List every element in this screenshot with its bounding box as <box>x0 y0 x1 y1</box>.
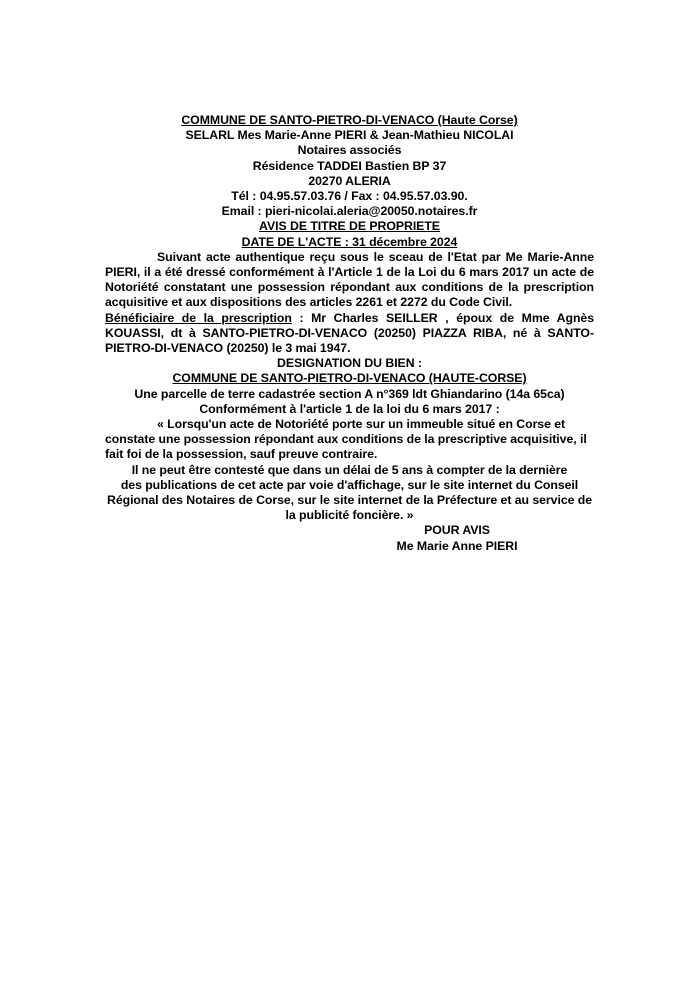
parcel-description: Une parcelle de terre cadastrée section A n°369 ldt Ghiandarino (14a 65ca) <box>134 386 565 401</box>
firm-phone-fax: Tél : 04.95.57.03.76 / Fax : 04.95.57.03.90. <box>231 189 468 204</box>
quote-line-1: « Lorsqu'un acte de Notoriété porte sur un immeuble situé en Corse et <box>157 417 566 432</box>
commune-title-text: COMMUNE DE SANTO-PIETRO-DI-VENACO (Haute Corse) <box>181 113 518 127</box>
quote-line-7: la publicité foncière. » <box>285 508 414 523</box>
quote-line-2: constate une possession répondant aux conditions de la prescriptive acquisitive, il <box>105 432 587 447</box>
firm-role: Notaires associés <box>297 143 402 158</box>
notice-title-text: AVIS DE TITRE DE PROPRIETE <box>259 219 440 234</box>
firm-address: Résidence TADDEI Bastien BP 37 <box>252 158 447 173</box>
firm-name: SELARL Mes Marie-Anne PIERI & Jean-Mathieu NICOLAI <box>185 128 514 143</box>
quote-line-3: fait foi de la possession, sauf preuve contraire. <box>105 447 378 462</box>
beneficiary-details: : Mr Charles SEILLER , époux de Mme Agnès KOUASSI, dt à SANTO-PIETRO-DI-VENACO (20250) PIAZZA RIBA, né à SANTO-PIETRO-DI-VENACO (20250) le 3 mai 1947. <box>105 310 598 356</box>
firm-postal-city: 20270 ALERIA <box>308 173 391 188</box>
paragraph-beneficiaire <box>105 310 598 357</box>
designation-commune-text: COMMUNE DE SANTO-PIETRO-DI-VENACO (HAUTE-CORSE) <box>172 371 527 386</box>
quote-line-4: Il ne peut être contesté que dans un délai de 5 ans à compter de la dernière <box>131 462 568 477</box>
paragraph-acte-authentique: Suivant acte authentique reçu sous le sceau de l'Etat par Me Marie-Anne PIERI, il a été dressé conformément à l'Article 1 de la Loi du 6 mars 2017 un acte de Notoriété constatant une possession répondant aux conditions de la prescription acquisitive et aux dispositions des articles 2261 et 2272 du Code Civil. <box>105 249 598 310</box>
conformity-reference: Conformément à l'article 1 de la loi du 6 mars 2017 : <box>199 401 500 416</box>
designation-commune-heading <box>105 371 594 386</box>
designation-title: DESIGNATION DU BIEN : <box>277 356 422 371</box>
firm-email: Email : pieri-nicolai.aleria@20050.notaires.fr <box>221 204 478 219</box>
signature-notary-name: Me Marie Anne PIERI <box>396 538 518 553</box>
notice-title-heading <box>105 219 594 234</box>
quote-line-6: Régional des Notaires de Corse, sur le site internet de la Préfecture et au service de <box>106 493 593 508</box>
commune-title-heading <box>105 113 594 128</box>
quote-line-5: des publications de cet acte par voie d'affichage, sur le site internet du Conseil <box>120 477 579 492</box>
signature-pour-avis: POUR AVIS <box>424 523 490 538</box>
notice-body <box>105 113 598 554</box>
beneficiary-label: Bénéficiaire de la prescription <box>105 310 292 325</box>
act-date-text: DATE DE L'ACTE : 31 décembre 2024 <box>241 234 458 249</box>
act-date-heading <box>105 235 594 250</box>
